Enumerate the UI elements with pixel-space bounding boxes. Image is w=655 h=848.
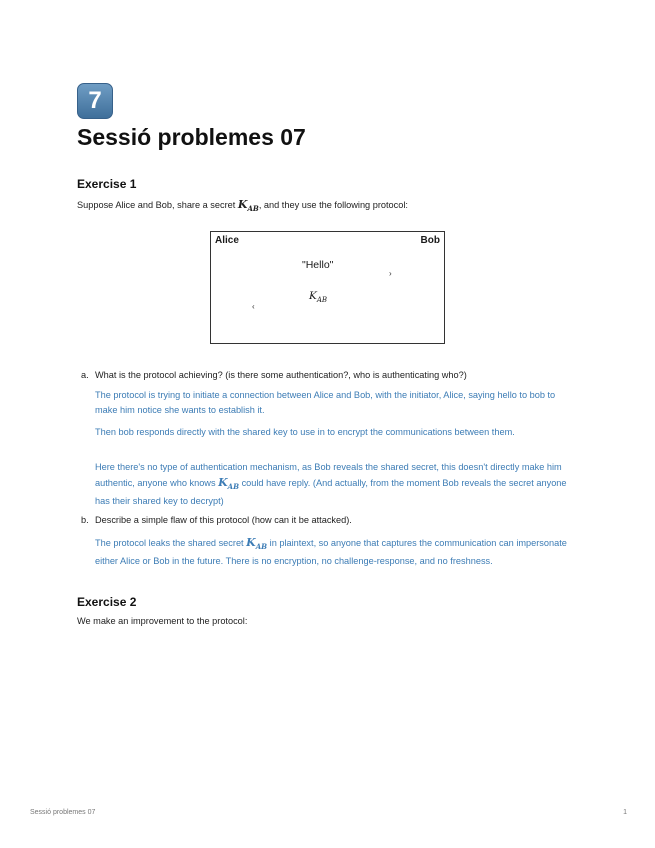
shared-key-symbol: $K_{AB}$ bbox=[246, 536, 268, 552]
exercise-2-intro: We make an improvement to the protocol: bbox=[77, 616, 248, 626]
hello-message: "Hello" bbox=[302, 259, 334, 271]
section-number-badge: 7 bbox=[77, 83, 113, 119]
key-message: $K_{AB}$ bbox=[309, 290, 328, 305]
arrow-left-icon: ‹ bbox=[252, 302, 255, 311]
exercise-2-heading: Exercise 2 bbox=[77, 595, 137, 609]
page-number: 1 bbox=[623, 809, 627, 816]
page-title: Sessió problemes 07 bbox=[77, 124, 306, 150]
exercise-1-heading: Exercise 1 bbox=[77, 177, 137, 191]
question-a: a. What is the protocol achieving? (is there some authentication?, who is authenticating who?) bbox=[81, 370, 467, 380]
shared-key-symbol: $K_{AB}$ bbox=[218, 476, 240, 492]
footer-title: Sessió problemes 07 bbox=[30, 809, 96, 816]
answer-a-2: Then bob responds directly with the shared key to use in to encrypt the communications between them. bbox=[95, 427, 515, 437]
arrow-right-icon: › bbox=[389, 269, 392, 278]
exercise-1-intro: Suppose Alice and Bob, share a secret $K_{AB}$, and they use the following protocol: bbox=[77, 198, 408, 214]
answer-a-3: Here there's no type of authentication mechanism, as Bob reveals the shared secret, this doesn't directly make him authentic, anyone who knows $K_{AB}$ could have reply. (And actually, from the moment Bob reveals the secret anyone has their shared key to decrypt) bbox=[95, 462, 567, 507]
bob-label: Bob bbox=[420, 235, 440, 246]
question-b: b. Describe a simple flaw of this protocol (how can it be attacked). bbox=[81, 515, 352, 525]
shared-key-symbol: $K_{AB}$ bbox=[237, 198, 259, 214]
alice-label: Alice bbox=[215, 235, 239, 246]
answer-a-1: The protocol is trying to initiate a connection between Alice and Bob, with the initiator, Alice, saying hello to bob to make him notice she wants to establish it. bbox=[95, 390, 556, 415]
answer-b: The protocol leaks the shared secret $K_{AB}$ in plaintext, so anyone that captures the communication can impersonate either Alice or Bob in the future. There is no encryption, no challenge-response, and no freshness. bbox=[95, 536, 567, 567]
protocol-diagram bbox=[210, 231, 445, 344]
